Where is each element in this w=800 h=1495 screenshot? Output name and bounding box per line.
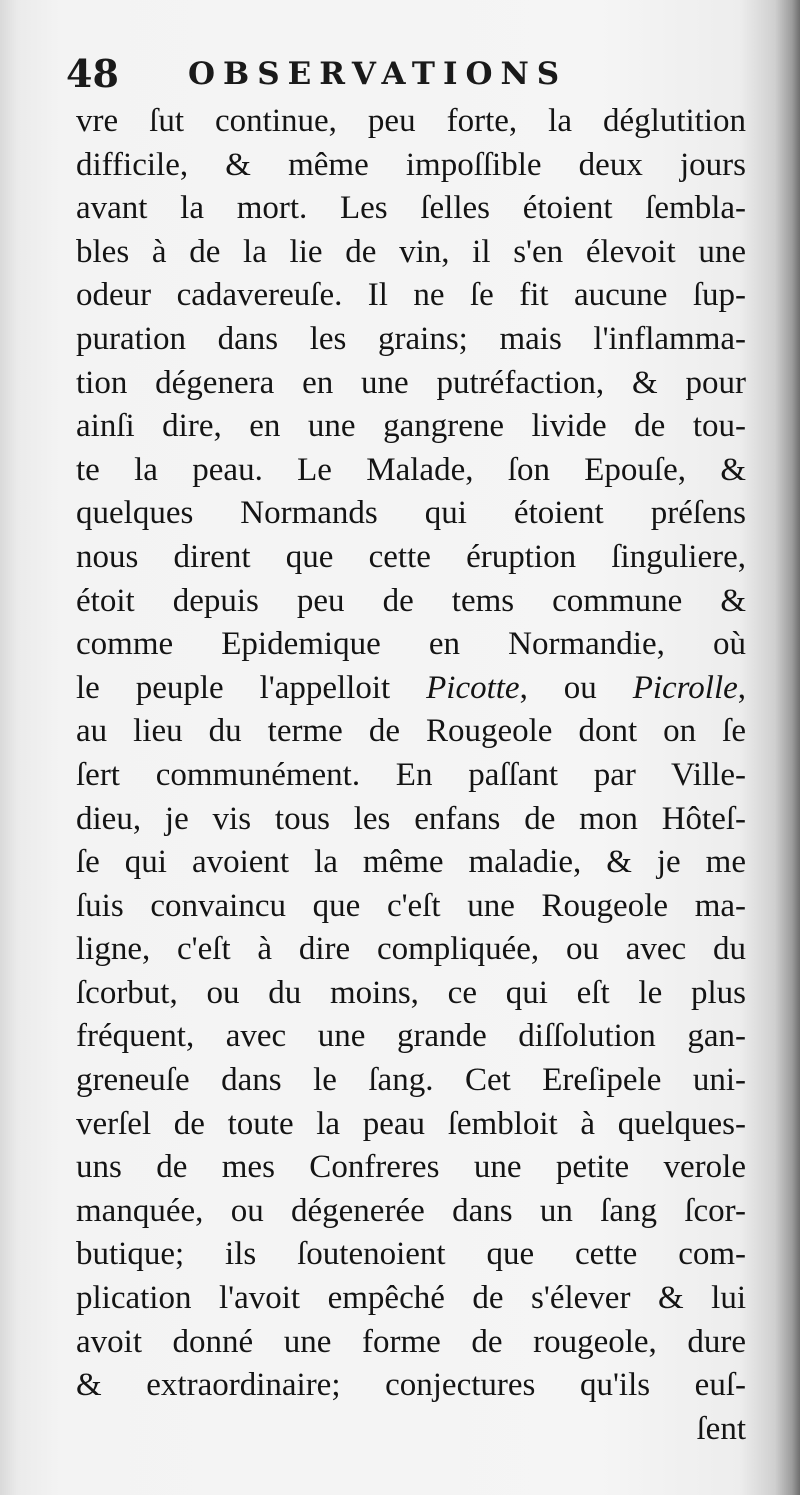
text-line: bles à de la lie de vin, il s'en élevoit une — [76, 233, 746, 270]
body-text — [76, 100, 746, 1451]
text-line: difficile, & même impoſſible deux jours — [76, 146, 746, 183]
text-line: plication l'avoit empêché de s'élever & lui — [76, 1280, 746, 1317]
text-line: ainſi dire, en une gangrene livide de tou- — [76, 408, 746, 445]
text-line: fréquent, avec une grande diſſolution gan- — [76, 1018, 746, 1055]
text-line: verſel de toute la peau ſembloit à quelques- — [76, 1105, 746, 1142]
line-segment: , — [737, 669, 747, 706]
text-line: odeur cadavereuſe. Il ne ſe fit aucune ſup- — [76, 277, 746, 314]
text-line: au lieu du terme de Rougeole dont on ſe — [76, 713, 746, 750]
text-line: quelques Normands qui étoient préſens — [76, 495, 746, 532]
text-line: butique; ils ſoutenoient que cette com- — [76, 1236, 746, 1273]
text-line: étoit depuis peu de tems commune & — [76, 582, 746, 619]
text-line: ſe qui avoient la même maladie, & je me — [76, 844, 746, 881]
italic-term-picrolle: Picrolle — [632, 669, 738, 706]
text-line: uns de mes Confreres une petite verole — [76, 1149, 746, 1186]
text-line: ligne, c'eſt à dire compliquée, ou avec du — [76, 931, 746, 968]
text-line: ſcorbut, ou du moins, ce qui eſt le plus — [76, 974, 746, 1011]
text-line-with-italics — [76, 667, 746, 711]
text-line: comme Epidemique en Normandie, où — [76, 626, 746, 663]
text-line: avant la mort. Les ſelles étoient ſembla- — [76, 190, 746, 227]
text-line: dieu, je vis tous les enfans de mon Hôteſ- — [76, 800, 746, 837]
text-line: te la peau. Le Malade, ſon Epouſe, & — [76, 451, 746, 488]
line-segment: le peuple l'appelloit — [76, 669, 391, 706]
text-line: ſert communément. En paſſant par Ville- — [76, 756, 746, 793]
text-line: puration dans les grains; mais l'inflamma- — [76, 320, 746, 357]
text-line: vre ſut continue, peu forte, la déglutition — [76, 103, 746, 139]
catchword: ſent — [696, 1410, 746, 1447]
text-line: greneuſe dans le ſang. Cet Ereſipele uni- — [76, 1062, 746, 1099]
text-line: tion dégenera en une putréfaction, & pour — [76, 364, 746, 401]
text-line: nous dirent que cette éruption ſinguliere, — [76, 538, 746, 575]
italic-term-picotte: Picotte — [426, 669, 520, 706]
line-segment: , ou — [519, 669, 597, 706]
text-line: ſuis convaincu que c'eſt une Rougeole ma- — [76, 887, 746, 924]
text-line: & extraordinaire; conjectures qu'ils euſ- — [76, 1367, 746, 1404]
text-line: manquée, ou dégenerée dans un ſang ſcor- — [76, 1192, 746, 1229]
page-number: 48 — [66, 51, 119, 96]
page-header — [66, 50, 746, 98]
text-line: avoit donné une forme de rougeole, dure — [76, 1323, 746, 1360]
running-head: OBSERVATIONS — [188, 56, 568, 92]
